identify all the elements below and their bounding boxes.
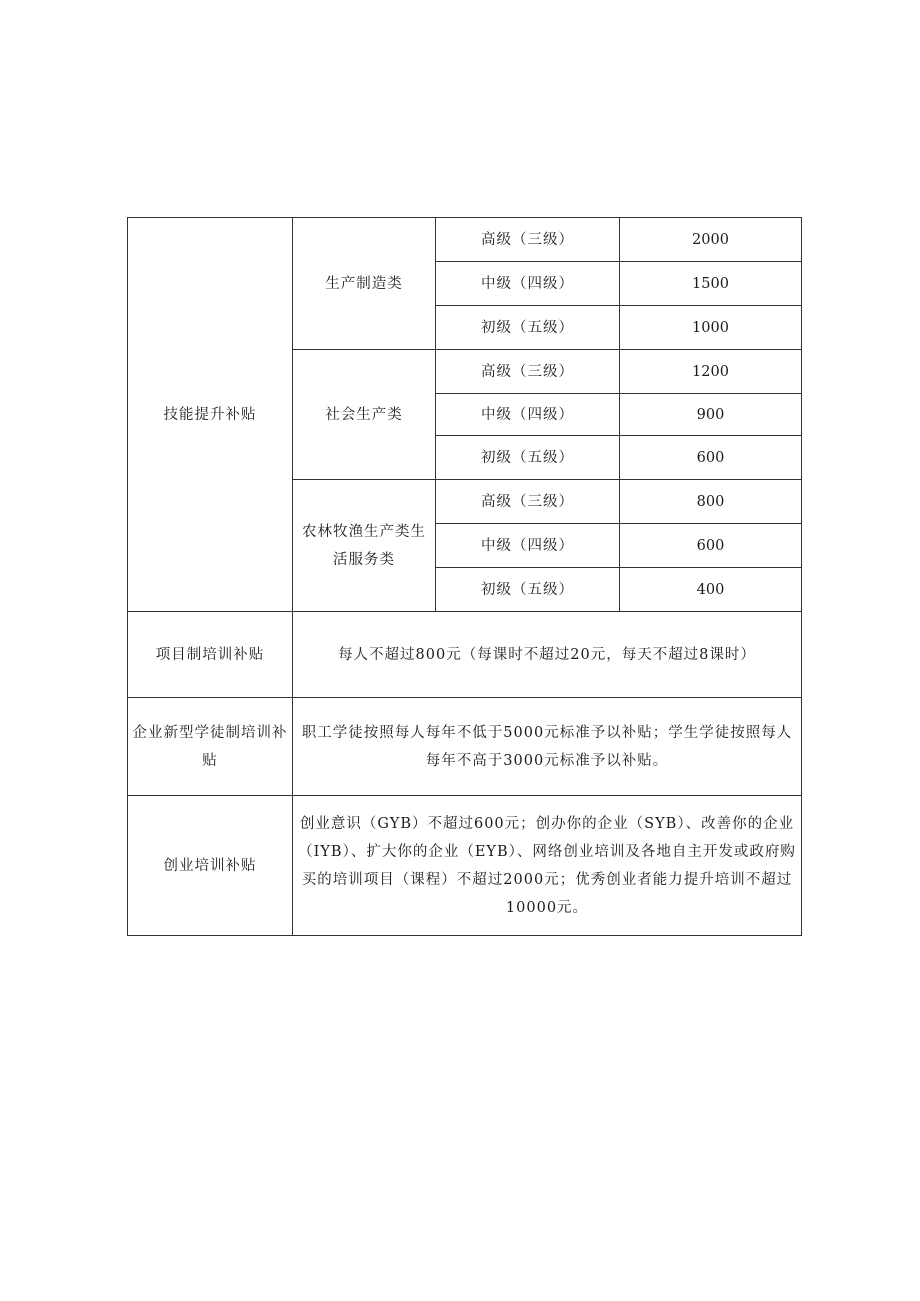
group-name: 社会生产类 <box>293 350 436 480</box>
entrepreneur-text: 创业意识（GYB）不超过600元；创办你的企业（SYB）、改善你的企业（IYB）、扩大你的企业（EYB）、网络创业培训及各地自主开发或政府购买的培训项目（课程）不超过2000元；优秀创业者能力提升培训不超过10000元。 <box>293 796 802 936</box>
level-label: 高级（三级） <box>436 480 620 524</box>
level-label: 中级（四级） <box>436 524 620 568</box>
amount-value: 1200 <box>620 350 802 394</box>
group-name: 生产制造类 <box>293 218 436 350</box>
apprentice-label: 企业新型学徒制培训补贴 <box>128 698 293 796</box>
table-row <box>128 218 802 262</box>
amount-value: 2000 <box>620 218 802 262</box>
level-label: 中级（四级） <box>436 262 620 306</box>
table-row <box>128 612 802 698</box>
level-label: 高级（三级） <box>436 218 620 262</box>
level-label: 初级（五级） <box>436 568 620 612</box>
group-name: 农林牧渔生产类生活服务类 <box>293 480 436 612</box>
table-row <box>128 698 802 796</box>
table-row <box>128 796 802 936</box>
skill-category-label: 技能提升补贴 <box>128 218 293 612</box>
level-label: 初级（五级） <box>436 436 620 480</box>
project-label: 项目制培训补贴 <box>128 612 293 698</box>
amount-value: 1500 <box>620 262 802 306</box>
amount-value: 900 <box>620 394 802 436</box>
amount-value: 600 <box>620 524 802 568</box>
amount-value: 600 <box>620 436 802 480</box>
level-label: 初级（五级） <box>436 306 620 350</box>
level-label: 高级（三级） <box>436 350 620 394</box>
project-text: 每人不超过800元（每课时不超过20元，每天不超过8课时） <box>293 612 802 698</box>
amount-value: 800 <box>620 480 802 524</box>
entrepreneur-label: 创业培训补贴 <box>128 796 293 936</box>
level-label: 中级（四级） <box>436 394 620 436</box>
amount-value: 400 <box>620 568 802 612</box>
apprentice-text: 职工学徒按照每人每年不低于5000元标准予以补贴；学生学徒按照每人每年不高于3000元标准予以补贴。 <box>293 698 802 796</box>
amount-value: 1000 <box>620 306 802 350</box>
subsidy-table <box>127 217 802 936</box>
